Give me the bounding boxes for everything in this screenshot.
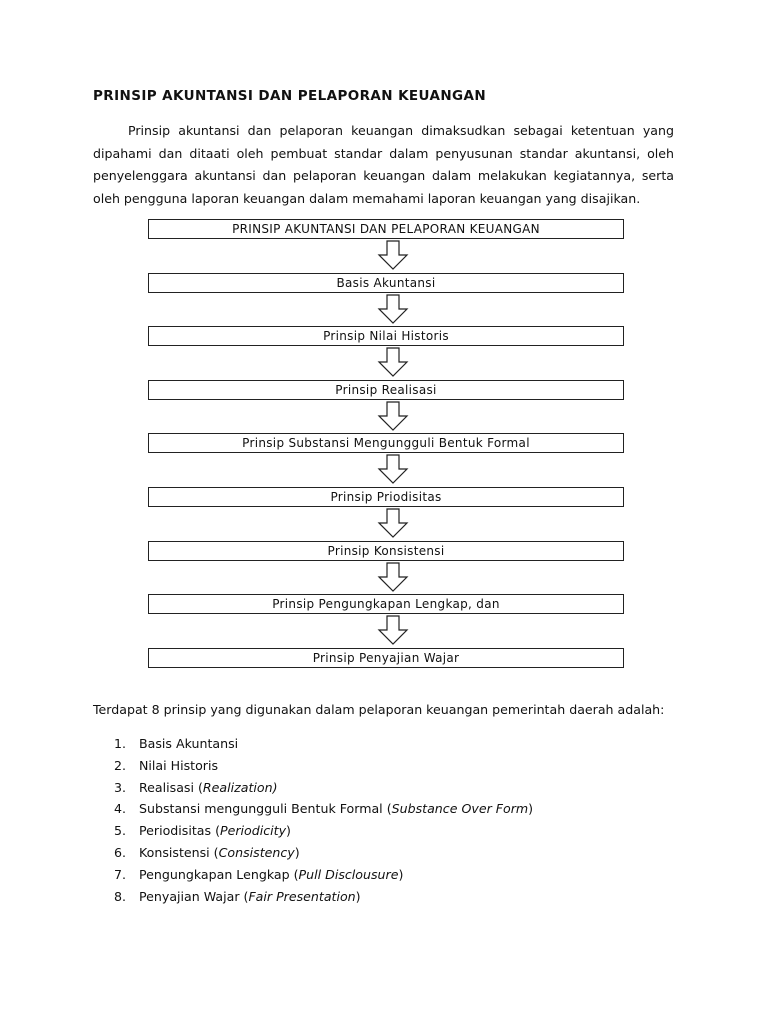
flowchart-step-box: Prinsip Realisasi xyxy=(148,380,624,400)
principles-intro: Terdapat 8 prinsip yang digunakan dalam pelaporan keuangan pemerintah daerah adalah: xyxy=(93,702,665,717)
list-item-text: Penyajian Wajar xyxy=(139,888,244,904)
list-item-paren-open: ( xyxy=(215,823,220,839)
list-item-paren-close: ) xyxy=(294,844,300,860)
intro-paragraph xyxy=(93,120,674,210)
list-item-number: 1. xyxy=(114,736,127,751)
list-item-paren-open: ( xyxy=(293,866,299,882)
list-item xyxy=(114,820,533,842)
down-arrow-icon xyxy=(377,454,409,484)
down-arrow-icon xyxy=(377,401,409,431)
flowchart-title-box: PRINSIP AKUNTANSI DAN PELAPORAN KEUANGAN xyxy=(148,219,624,239)
down-arrow-icon xyxy=(377,508,409,538)
list-item-paren-open: ( xyxy=(213,844,219,860)
list-item-text: Pengungkapan Lengkap xyxy=(139,866,294,882)
list-item xyxy=(114,842,533,864)
list-item-term: Consistency xyxy=(218,844,295,860)
down-arrow-icon xyxy=(377,562,409,592)
list-item-text: Substansi mengungguli Bentuk Formal xyxy=(139,801,387,817)
flowchart-step-box: Prinsip Konsistensi xyxy=(148,541,624,561)
list-item-paren-open: ( xyxy=(198,779,203,795)
list-item-number: 6. xyxy=(114,844,127,860)
list-item-paren-close: ) xyxy=(398,866,404,882)
flowchart-step-box: Prinsip Pengungkapan Lengkap, dan xyxy=(148,594,624,614)
flowchart-step-box: Prinsip Priodisitas xyxy=(148,487,624,507)
principles-list xyxy=(114,733,533,907)
list-item xyxy=(114,864,533,886)
paragraph-text: Prinsip akuntansi dan pelaporan keuangan dimaksudkan sebagai ketentuan yang dipahami dan ditaati oleh pembuat standar dalam penyusunan standar akuntansi, oleh penyelenggara akuntansi dan pelaporan keuangan dalam melakukan kegiatannya, serta oleh pengguna laporan keuangan dalam memahami laporan keuangan yang disajikan. xyxy=(93,123,674,206)
list-item-text: Nilai Historis xyxy=(139,757,219,773)
flowchart-step-box: Prinsip Substansi Mengungguli Bentuk Formal xyxy=(148,433,624,453)
list-item-paren-close: ) xyxy=(286,823,291,839)
list-item xyxy=(114,777,533,799)
list-item-text: Periodisitas xyxy=(139,823,216,839)
down-arrow-icon xyxy=(377,294,409,324)
down-arrow-icon xyxy=(377,240,409,270)
flowchart-step-box: Prinsip Penyajian Wajar xyxy=(148,648,624,668)
principles-flowchart xyxy=(148,219,624,669)
list-item-number: 8. xyxy=(114,888,127,904)
flowchart-step-box: Prinsip Nilai Historis xyxy=(148,326,624,346)
list-item-number: 2. xyxy=(114,757,127,773)
list-item xyxy=(114,798,533,820)
list-item-term: Fair Presentation xyxy=(248,888,356,904)
page-title: PRINSIP AKUNTANSI DAN PELAPORAN KEUANGAN xyxy=(93,88,487,104)
down-arrow-icon xyxy=(377,615,409,645)
list-item-term: Periodicity xyxy=(219,823,287,839)
list-item-paren-close: ) xyxy=(528,801,534,817)
list-item-term: Substance Over Form xyxy=(391,801,529,817)
list-item-paren-open: ( xyxy=(386,801,392,817)
list-item-term: Pull Disclousure xyxy=(298,866,399,882)
list-item-text: Realisasi xyxy=(139,779,198,795)
down-arrow-icon xyxy=(377,347,409,377)
list-item xyxy=(114,733,533,755)
list-item-text: Basis Akuntansi xyxy=(139,736,239,751)
list-item-number: 3. xyxy=(114,779,127,795)
list-item-text: Konsistensi xyxy=(139,844,214,860)
list-item xyxy=(114,755,533,777)
list-item-number: 7. xyxy=(114,866,127,882)
list-item-paren-open: ( xyxy=(243,888,249,904)
list-item xyxy=(114,886,533,908)
list-item-paren-close: ) xyxy=(355,888,361,904)
list-item-number: 4. xyxy=(114,801,127,817)
flowchart-step-box: Basis Akuntansi xyxy=(148,273,624,293)
list-item-number: 5. xyxy=(114,823,127,839)
list-item-term: Realization) xyxy=(202,779,278,795)
